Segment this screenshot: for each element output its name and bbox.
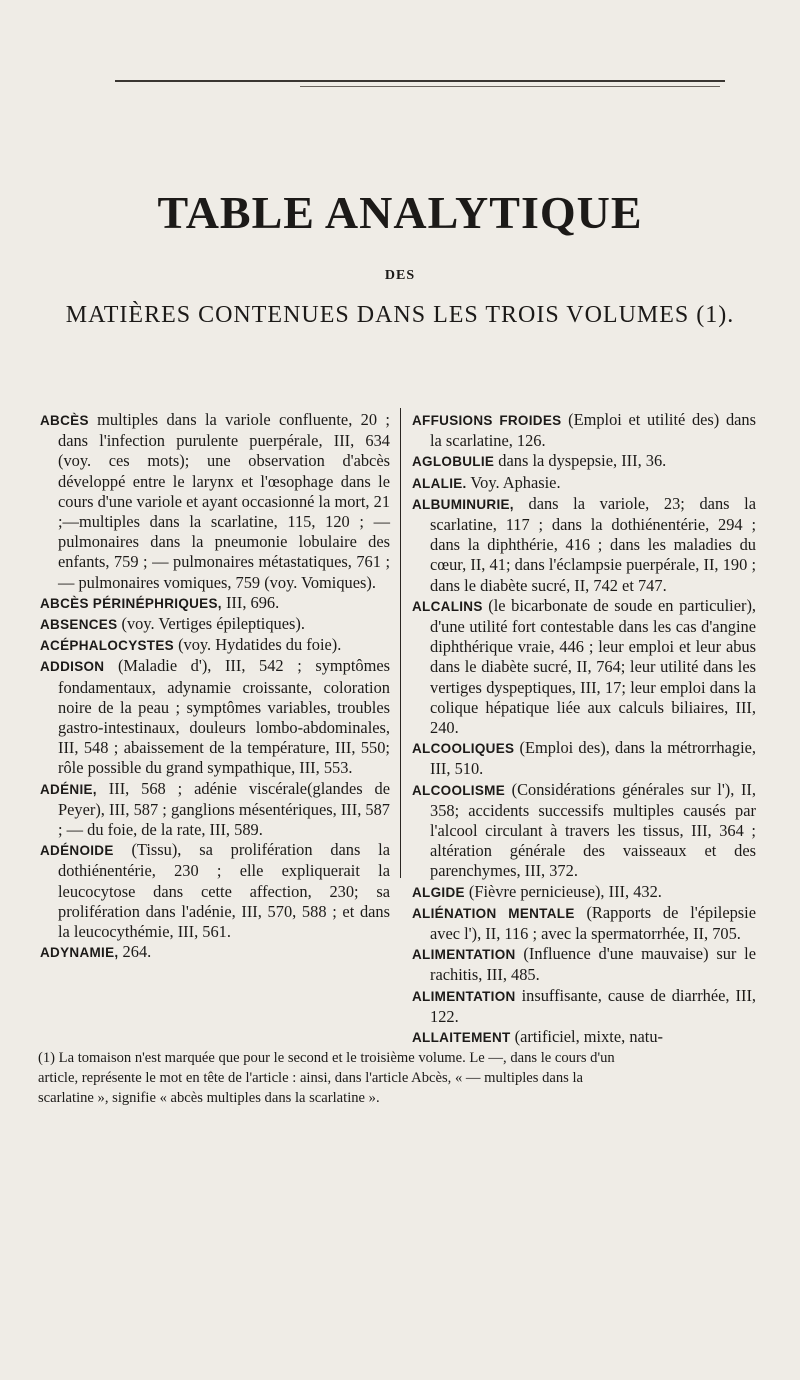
entry-text: (Emploi des), dans la métrorrhagie, III, 510.: [430, 738, 756, 779]
page-title-des: DES: [384, 268, 416, 283]
index-entry: [412, 986, 756, 1027]
entry-head: ALGIDE: [412, 884, 465, 900]
left-column: [40, 410, 390, 963]
page-title: TABLE ANALYTIQUE: [157, 187, 643, 238]
entry-head: ALCOOLISME: [412, 782, 505, 798]
footnote: [38, 1048, 768, 1108]
entry-head: ALBUMINURIE,: [412, 496, 514, 512]
column-divider: [400, 408, 401, 878]
entry-text: (voy. Vertiges épileptiques).: [117, 614, 305, 634]
entry-head: ADYNAMIE,: [40, 945, 119, 961]
top-rule: [115, 80, 725, 82]
page-subtitle: MATIÈRES CONTENUES DANS LES TROIS VOLUMES (1).: [65, 302, 735, 328]
entry-head: ACÉPHALOCYSTES: [40, 638, 174, 654]
entry-head: ADDISON: [40, 659, 105, 675]
entry-head: ABCÈS PÉRINÉPHRIQUES,: [40, 595, 222, 611]
top-rule-secondary: [300, 86, 720, 87]
index-entry: [40, 410, 390, 593]
entry-text: (Emploi et utilité des) dans la scarlatine, 126.: [430, 410, 756, 451]
footnote-line: (1) La tomaison n'est marquée que pour le second et le troisième volume. Le —, dans le cours d'un: [38, 1050, 615, 1066]
index-entry: [412, 1027, 756, 1048]
entry-text: (artificiel, mixte, natu-: [510, 1027, 664, 1047]
entry-head: ABSENCES: [40, 617, 118, 633]
entry-text: dans la dyspepsie, III, 36.: [494, 451, 667, 471]
entry-head: ALIÉNATION MENTALE: [412, 905, 575, 921]
index-entry: [412, 473, 756, 494]
entry-text: III, 568 ; adénie viscérale(glandes de Peyer), III, 587 ; ganglions mésentériques, III, 587 ; — du foie, de la rate, III, 589.: [58, 778, 390, 840]
index-entry: [40, 840, 390, 942]
entry-text: (le bicarbonate de soude en particulier), d'une utilité fort contestable dans les cas d'angine diphthérique vraie, 446 ; leur emploi et leur abus dans le diabète sucré, II, 764; leur utilité dans les vertiges dyspeptiques, III, 17; leur emploi dans la colique hépatique liée aux calculs biliaires, III, 240.: [430, 595, 756, 738]
entry-head: ALALIE.: [412, 475, 467, 491]
entry-text: (Rapports de l'épilepsie avec l'), II, 116 ; avec la spermatorrhée, II, 705.: [430, 902, 756, 944]
entry-head: AGLOBULIE: [412, 454, 495, 470]
index-entry: [40, 779, 390, 841]
entry-text: (Influence d'une mauvaise) sur le rachitis, III, 485.: [430, 944, 756, 985]
entry-text: (Maladie d'), III, 542 ; symptômes fondamentaux, adynamie croissante, coloration noire de la peau ; symptômes variables, troubles gastro-intestinaux, douleurs lombo-abdominales, III, 548 ; abaissement de la température, III, 550; rôle possible du grand sympathique, III, 553.: [58, 656, 390, 778]
entry-head: ALCOOLIQUES: [412, 741, 515, 757]
entry-text: (Tissu), sa prolifération dans la dothiénentérie, 230 ; elle expliquerait la leucocytose dans cette affection, 230; sa prolifération dans l'adénie, III, 570, 588 ; et dans la leucocythémie, III, 561.: [58, 840, 390, 942]
entry-head: ALCALINS: [412, 598, 483, 614]
entry-head: ADÉNIE,: [40, 781, 97, 797]
footnote-line: article, représente le mot en tête de l'article : ainsi, dans l'article Abcès, « — multiples dans la: [38, 1070, 584, 1086]
index-entry: [412, 596, 756, 738]
index-entry: [40, 635, 390, 656]
index-entry: [412, 738, 756, 779]
entry-text: 264.: [118, 942, 152, 962]
footnote-line: scarlatine », signifie « abcès multiples dans la scarlatine ».: [38, 1090, 380, 1106]
right-column: [412, 410, 756, 1048]
index-entry: [412, 410, 756, 451]
entry-head: ADÉNOIDE: [40, 843, 114, 859]
entry-head: ALIMENTATION: [412, 988, 516, 1004]
entry-text: Voy. Aphasie.: [466, 472, 561, 492]
entry-text: (voy. Hydatides du foie).: [173, 635, 342, 655]
index-entry: [40, 656, 390, 778]
index-entry: [412, 903, 756, 944]
index-entry: [412, 944, 756, 985]
entry-head: AFFUSIONS FROIDES: [412, 413, 562, 428]
index-entry: [412, 451, 756, 472]
entry-head: ALLAITEMENT: [412, 1030, 511, 1046]
index-entry: [40, 614, 390, 635]
entry-head: ALIMENTATION: [412, 947, 516, 963]
index-entry: [40, 593, 390, 614]
index-entry: [40, 942, 390, 963]
entry-head: ABCÈS: [40, 413, 89, 428]
index-entry: [412, 882, 756, 903]
entry-text: insuffisante, cause de diarrhée, III, 122.: [430, 985, 756, 1026]
index-entry: [412, 494, 756, 596]
entry-text: III, 696.: [221, 592, 280, 612]
entry-text: (Considérations générales sur l'), II, 358; accidents successifs multiples causés par l'alcool circulant à travers les tissus, III, 364 ; altération générale des vaisseaux et des parenchymes, III, 372.: [430, 779, 756, 881]
index-entry: [412, 780, 756, 882]
entry-text: dans la variole, 23; dans la scarlatine, 117 ; dans la dothiénentérie, 294 ; dans la diphthérie, 416 ; dans les maladies du cœur, II, 41; dans l'éclampsie puerpérale, II, 190 ; dans le diabète sucré, II, 742 et 747.: [430, 493, 756, 595]
entry-text: (Fièvre pernicieuse), III, 432.: [464, 881, 662, 901]
entry-text: multiples dans la variole confluente, 20 ; dans l'infection purulente puerpérale, III, 634 (voy. ces mots); une observation d'abcès développé entre le larynx et l'œsophage dans le cours d'une variole et ayant occasionné la mort, 21 ;—multiples dans la scarlatine, 115, 120 ; — pulmonaires dans la pneumonie lobulaire des enfants, 759 ; — pulmonaires métastatiques, 761 ; — pulmonaires vomiques, 759 (voy. Vomiques).: [58, 410, 391, 592]
